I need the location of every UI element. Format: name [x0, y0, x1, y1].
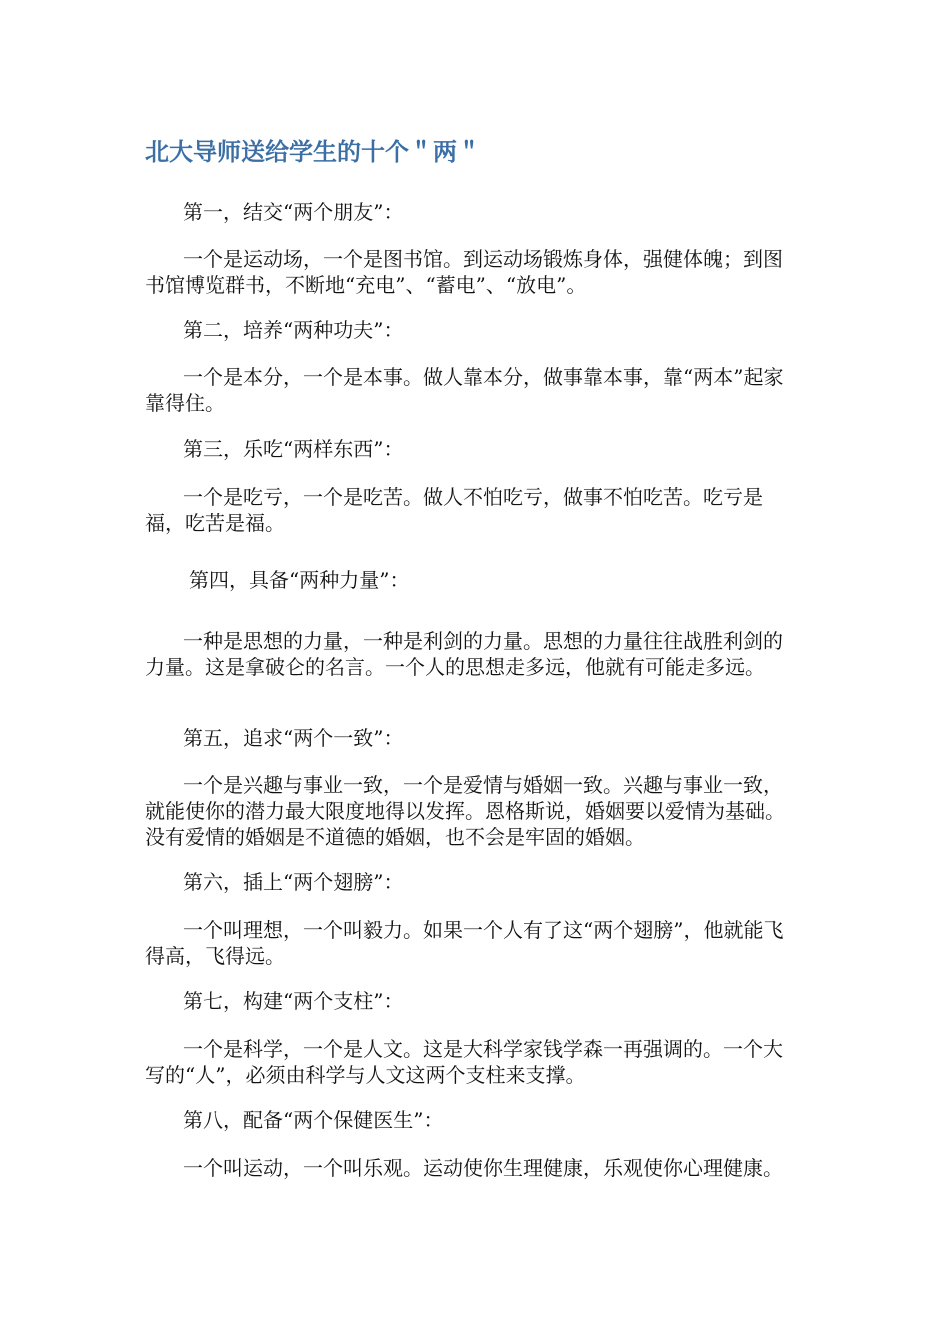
section-2-body: 一个是本分，一个是本事。做人靠本分，做事靠本事，靠“两本”起家靠得住。	[145, 365, 784, 415]
section-1-heading: 第一，结交“两个朋友”：	[183, 200, 404, 224]
section-7-body: 一个是科学，一个是人文。这是大科学家钱学森一再强调的。一个大写的“人”，必须由科学与人文这两个支柱来支撑。	[145, 1037, 783, 1087]
section-5-heading: 第五，追求“两个一致”：	[183, 726, 404, 750]
section-4-heading: 第四，具备“两种力量”：	[189, 568, 410, 592]
section-3-heading: 第三，乐吃“两样东西”：	[183, 437, 404, 461]
section-6-heading: 第六，插上“两个翅膀”：	[183, 870, 404, 894]
section-3-body: 一个是吃亏，一个是吃苦。做人不怕吃亏，做事不怕吃苦。吃亏是福，吃苦是福。	[145, 485, 763, 535]
section-5-body: 一个是兴趣与事业一致，一个是爱情与婚姻一致。兴趣与事业一致，就能使你的潜力最大限度地得以发挥。恩格斯说，婚姻要以爱情为基础。没有爱情的婚姻是不道德的婚姻，也不会是牢固的婚姻。	[145, 773, 785, 849]
section-6-body: 一个叫理想，一个叫毅力。如果一个人有了这“两个翅膀”，他就能飞得高，飞得远。	[145, 918, 784, 968]
section-1-body: 一个是运动场，一个是图书馆。到运动场锻炼身体，强健体魄；到图书馆博览群书，不断地“充电”、“蓄电”、“放电”。	[145, 247, 783, 297]
section-2-heading: 第二，培养“两种功夫”：	[183, 318, 404, 342]
section-8-body: 一个叫运动，一个叫乐观。运动使你生理健康，乐观使你心理健康。	[183, 1156, 783, 1180]
document-title: 北大导师送给学生的十个＂两＂	[145, 138, 481, 166]
section-8-heading: 第八，配备“两个保健医生”：	[183, 1108, 444, 1132]
section-7-heading: 第七，构建“两个支柱”：	[183, 989, 404, 1013]
section-4-body: 一种是思想的力量，一种是利剑的力量。思想的力量往往战胜利剑的力量。这是拿破仑的名言。一个人的思想走多远，他就有可能走多远。	[145, 629, 783, 679]
